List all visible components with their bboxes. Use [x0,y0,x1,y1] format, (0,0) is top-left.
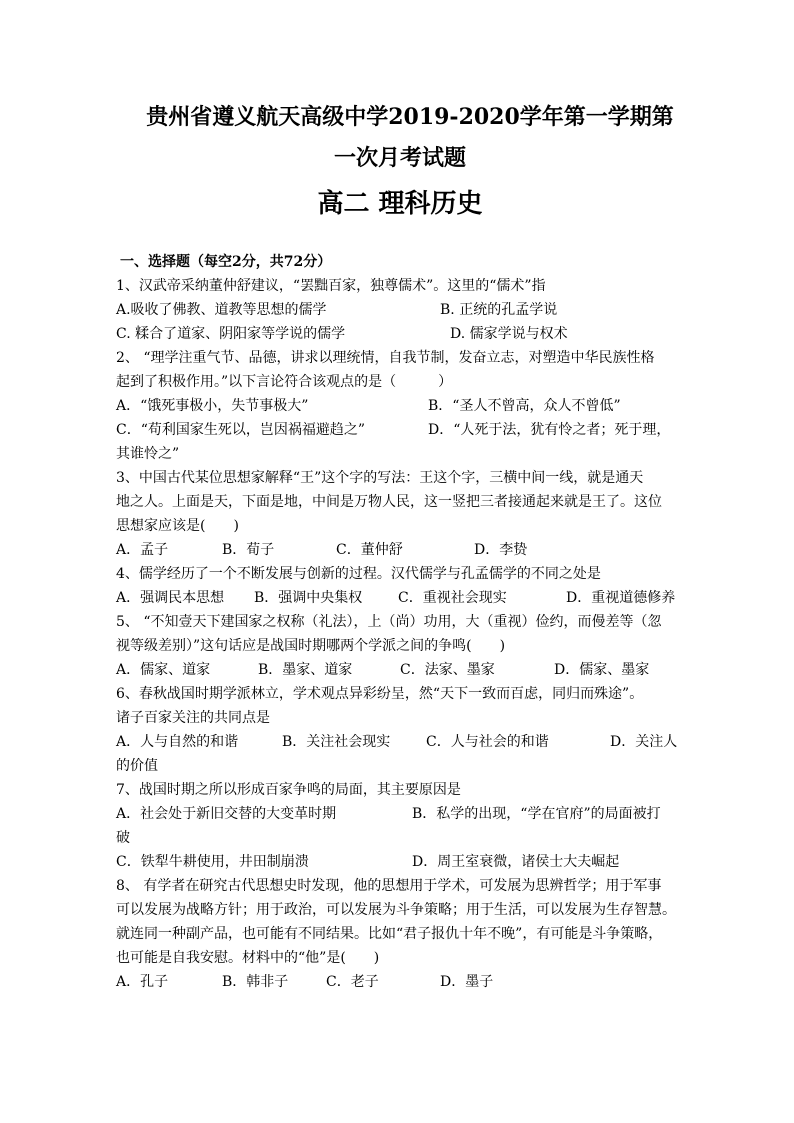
question-3-option-c: C．董仲舒 [336,542,403,558]
question-1-stem: 1、汉武帝采纳董仲舒建议，“罢黜百家，独尊儒术”。这里的“儒术”指 [116,278,546,294]
question-2-stem-line-1: 2、 “理学注重气节、品德，讲求以理统情，自我节制，发奋立志，对塑造中华民族性格 [116,350,655,366]
question-8-option-b: B．韩非子 [222,974,289,990]
question-8-stem-line-3: 就连同一种副产品，也可能有不同结果。比如“君子报仇十年不晚”，有可能是斗争策略， [116,926,663,942]
exam-title-continued: 一次月考试题 [333,145,466,171]
question-7-option-a: A．社会处于新旧交替的大变革时期 [116,806,337,822]
question-3-option-b: B．荀子 [222,542,275,558]
question-4-option-a: A．强调民本思想 [116,590,225,606]
section-heading: 一、选择题（每空2分，共72分） [120,254,332,270]
question-4-stem: 4、儒学经历了一个不断发展与创新的过程。汉代儒学与孔孟儒学的不同之处是 [116,566,601,582]
question-2-stem-line-2: 起到了积极作用。”以下言论符合该观点的是（ ） [116,374,453,390]
question-2-option-a: A．“饿死事极小，失节事极大” [116,398,309,414]
question-3-option-a: A．孟子 [116,542,169,558]
question-4-option-b: B．强调中央集权 [254,590,363,606]
question-4-option-c: C．重视社会现实 [398,590,507,606]
question-8-option-a: A．孔子 [116,974,169,990]
question-6-option-d: D．关注人 [610,734,678,750]
question-8-stem-line-1: 8、 有学者在研究古代思想史时发现，他的思想用于学术，可发展为思辨哲学；用于军事 [116,878,662,894]
question-6-option-c: C．人与社会的和谐 [426,734,549,750]
question-6-stem-line-1: 6、春秋战国时期学派林立，学术观点异彩纷呈，然“天下一致而百虑，同归而殊途”。 [116,686,644,702]
question-1-option-b: B. 正统的孔孟学说 [440,302,558,318]
question-8-option-d: D．墨子 [440,974,494,990]
question-2-option-b: B．“圣人不曾高，众人不曾低” [428,398,621,414]
question-8-stem-line-2: 可以发展为战略方针；用于政治，可以发展为斗争策略；用于生活，可以发展为生存智慧。 [116,902,676,918]
question-2-option-d-continued: 其谁怜之” [116,446,180,462]
question-8-stem-line-4: 也可能是自我安慰。材料中的“他”是( ) [116,950,380,966]
question-5-option-c: C．法家、墨家 [400,662,495,678]
question-1-option-a: A.吸收了佛教、道教等思想的儒学 [116,302,327,318]
question-7-option-d: D．周王室衰微，诸侯士大夫崛起 [412,854,620,870]
question-6-option-d-continued: 的价值 [116,758,158,774]
question-1-option-d: D. 儒家学说与权术 [450,326,568,342]
question-1-option-c: C. 糅合了道家、阴阳家等学说的儒学 [116,326,346,342]
question-6-stem-line-2: 诸子百家关注的共同点是 [116,710,270,726]
question-2-option-c: C．“苟利国家生死以，岂因祸福避趋之” [116,422,366,438]
question-7-stem: 7、战国时期之所以形成百家争鸣的局面，其主要原因是 [116,782,461,798]
exam-subject: 高二 理科历史 [317,189,483,219]
question-6-option-a: A．人与自然的和谐 [116,734,239,750]
question-5-option-a: A．儒家、道家 [116,662,211,678]
question-7-option-b: B．私学的出现，“学在官府”的局面被打 [412,806,661,822]
question-7-option-c: C．铁犁牛耕使用，井田制崩溃 [116,854,309,870]
question-3-stem-line-1: 3、中国古代某位思想家解释“王”这个字的写法：王这个字，三横中间一线，就是通天 [116,470,644,486]
question-5-option-b: B．墨家、道家 [258,662,353,678]
question-5-stem-line-2: 视等级差别）”这句话应是战国时期哪两个学派之间的争鸣( ) [116,638,506,654]
question-2-option-d: D．“人死于法，犹有怜之者；死于理， [428,422,671,438]
question-7-option-b-continued: 破 [116,830,130,846]
question-3-stem-line-3: 思想家应该是( ) [116,518,239,534]
question-5-option-d: D．儒家、墨家 [554,662,650,678]
exam-title: 贵州省遵义航天高级中学2019-2020学年第一学期第 [146,104,674,130]
question-4-option-d: D．重视道德修养 [566,590,676,606]
question-3-stem-line-2: 地之人。上面是天，下面是地，中间是万物人民，这一竖把三者接通起来就是王了。这位 [116,494,662,510]
question-3-option-d: D．李贽 [474,542,528,558]
question-8-option-c: C．老子 [326,974,379,990]
question-5-stem-line-1: 5、 “不知壹天下建国家之权称（礼法），上（尚）功用，大（重视）俭约，而僈差等（忽 [116,614,662,630]
question-6-option-b: B．关注社会现实 [282,734,391,750]
